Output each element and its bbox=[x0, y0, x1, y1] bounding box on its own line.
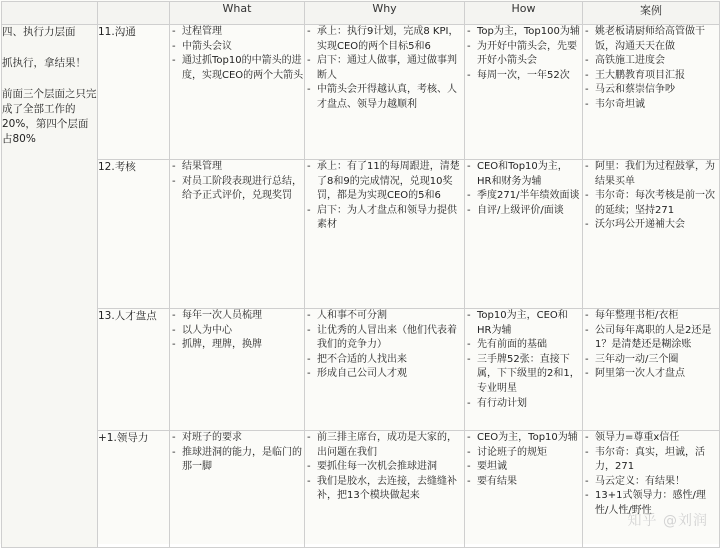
bullet-item: - 要抓住每一次机会推球进洞 bbox=[305, 460, 464, 475]
topic-cell: 12.考核 bbox=[98, 160, 170, 309]
why-cell bbox=[305, 431, 465, 548]
bullet-item: - 形成自己公司人才观 bbox=[305, 367, 464, 382]
bullet-item: - 13+1式领导力：感性/理性/人性/野性 bbox=[583, 489, 719, 518]
bullet-item: - 讨论班子的规矩 bbox=[465, 446, 582, 461]
header-what: What bbox=[170, 2, 305, 25]
bullet-item: - 推球进洞的能力，是临门的那一脚 bbox=[170, 446, 304, 475]
bullet-item: - 对员工阶段表现进行总结，给予正式评价，兑现奖罚 bbox=[170, 175, 304, 204]
bullet-item: - 季度271/半年绩效面谈 bbox=[465, 189, 582, 204]
how-cell bbox=[465, 431, 583, 548]
bullet-item: - 韦尔奇：每次考核是前一次的延续；坚持271 bbox=[583, 189, 719, 218]
bullet-item: - CEO和Top10为主，HR和财务为辅 bbox=[465, 160, 582, 189]
bullet-item: - 阿里第一次人才盘点 bbox=[583, 367, 719, 382]
table-row bbox=[2, 431, 720, 548]
why-cell bbox=[305, 309, 465, 431]
bullet-item: - 以人为中心 bbox=[170, 324, 304, 339]
bullet-item: - 通过抓Top10的中箭头的进度，实现CEO的两个大箭头 bbox=[170, 54, 304, 83]
header-blank-1 bbox=[2, 2, 98, 25]
bullet-item: - 人和事不可分割 bbox=[305, 309, 464, 324]
table-row bbox=[2, 25, 720, 160]
bullet-item: - 承上：执行9计划，完成8 KPI，实现CEO的两个目标5和6 bbox=[305, 25, 464, 54]
header-blank-2 bbox=[98, 2, 170, 25]
why-cell bbox=[305, 160, 465, 309]
bullet-item: - 阿里：我们为过程鼓掌，为结果买单 bbox=[583, 160, 719, 189]
bullet-item: - 要坦诚 bbox=[465, 460, 582, 475]
bullet-item: - 让优秀的人冒出来（他们代表着我们的竞争力） bbox=[305, 324, 464, 353]
bullet-item: - 中箭头会议 bbox=[170, 40, 304, 55]
bullet-item: - 每年一次人员梳理 bbox=[170, 309, 304, 324]
bullet-item: - 为开好中箭头会，先要开好小箭头会 bbox=[465, 40, 582, 69]
bullet-item: - 过程管理 bbox=[170, 25, 304, 40]
bullet-item: - 先有前面的基础 bbox=[465, 338, 582, 353]
bullet-item: - 每周一次，一年52次 bbox=[465, 69, 582, 84]
section-title: 四、执行力层面 bbox=[2, 26, 76, 38]
bullet-item: - 韦尔奇：真实，坦诚，活力，271 bbox=[583, 446, 719, 475]
cases-cell bbox=[583, 309, 720, 431]
why-cell bbox=[305, 25, 465, 160]
bullet-item: - 姚老板请厨师给高管做干饭，沟通天天在做 bbox=[583, 25, 719, 54]
how-cell bbox=[465, 309, 583, 431]
table-row bbox=[2, 160, 720, 309]
bullet-item: - 把不合适的人找出来 bbox=[305, 353, 464, 368]
what-cell bbox=[170, 309, 305, 431]
what-cell bbox=[170, 25, 305, 160]
bullet-item: - 王大鹏教育项目汇报 bbox=[583, 69, 719, 84]
bullet-item: - 高铁施工进度会 bbox=[583, 54, 719, 69]
table-row bbox=[2, 309, 720, 431]
cases-cell bbox=[583, 160, 720, 309]
what-cell bbox=[170, 160, 305, 309]
bullet-item: - 沃尔玛公开递補大会 bbox=[583, 218, 719, 233]
bullet-item: - Top为主，Top100为辅 bbox=[465, 25, 582, 40]
bullet-item: - Top10为主，CEO和HR为辅 bbox=[465, 309, 582, 338]
bullet-item: - 抓牌，理牌，换牌 bbox=[170, 338, 304, 353]
bullet-item: - 三手牌52张：直接下属，下下级里的2和1，专业明星 bbox=[465, 353, 582, 397]
section-note: 前面三个层面之只完成了全部工作的20%，第四个层面占80% bbox=[2, 88, 97, 145]
bullet-item: - 结果管理 bbox=[170, 160, 304, 175]
bullet-item: - 对班子的要求 bbox=[170, 431, 304, 446]
bullet-item: - 领导力=尊重x信任 bbox=[583, 431, 719, 446]
header-why: Why bbox=[305, 2, 465, 25]
bullet-item: - 启下：通过人做事，通过做事判断人 bbox=[305, 54, 464, 83]
what-cell bbox=[170, 431, 305, 548]
bullet-item: - 中箭头会开得越认真，考核、人才盘点、领导力越顺利 bbox=[305, 83, 464, 112]
bullet-item: - 公司每年离职的人是2还是1？是清楚还是糊涂账 bbox=[583, 324, 719, 353]
header-row bbox=[2, 2, 720, 25]
topic-cell: 13.人才盘点 bbox=[98, 309, 170, 431]
how-cell bbox=[465, 160, 583, 309]
header-how: How bbox=[465, 2, 583, 25]
bullet-item: - 韦尔奇坦诚 bbox=[583, 98, 719, 113]
cases-cell bbox=[583, 25, 720, 160]
bullet-item: - 自评/上级评价/面谈 bbox=[465, 204, 582, 219]
left-label-column bbox=[2, 25, 98, 548]
bullet-item: - 前三排主席台，成功是大家的，出问题在我们 bbox=[305, 431, 464, 460]
bullet-item: - 我们是胶水，去连接，去缝缝补补，把13个模块做起来 bbox=[305, 475, 464, 504]
topic-cell: 11.沟通 bbox=[98, 25, 170, 160]
bullet-item: - 有行动计划 bbox=[465, 397, 582, 412]
bullet-item: - 马云定义：有结果！ bbox=[583, 475, 719, 490]
execution-table bbox=[1, 1, 720, 548]
bullet-item: - 承上：有了11的每周跟进，清楚了8和9的完成情况，兑现10奖罚，都是为实现CEO的5和6 bbox=[305, 160, 464, 204]
topic-cell: +1.领导力 bbox=[98, 431, 170, 548]
bullet-item: - 启下：为人才盘点和领导力提供素材 bbox=[305, 204, 464, 233]
bullet-item: - 每年整理书柜/衣柜 bbox=[583, 309, 719, 324]
header-cases: 案例 bbox=[583, 2, 720, 25]
section-slogan: 抓执行，拿结果！ bbox=[2, 57, 86, 69]
bullet-item: - CEO为主，Top10为辅 bbox=[465, 431, 582, 446]
watermark: 知乎 @刘润 bbox=[627, 513, 708, 529]
bullet-item: - 三年动一动/三个圈 bbox=[583, 353, 719, 368]
bullet-item: - 马云和蔡崇信争吵 bbox=[583, 83, 719, 98]
how-cell bbox=[465, 25, 583, 160]
bullet-item: - 要有结果 bbox=[465, 475, 582, 490]
